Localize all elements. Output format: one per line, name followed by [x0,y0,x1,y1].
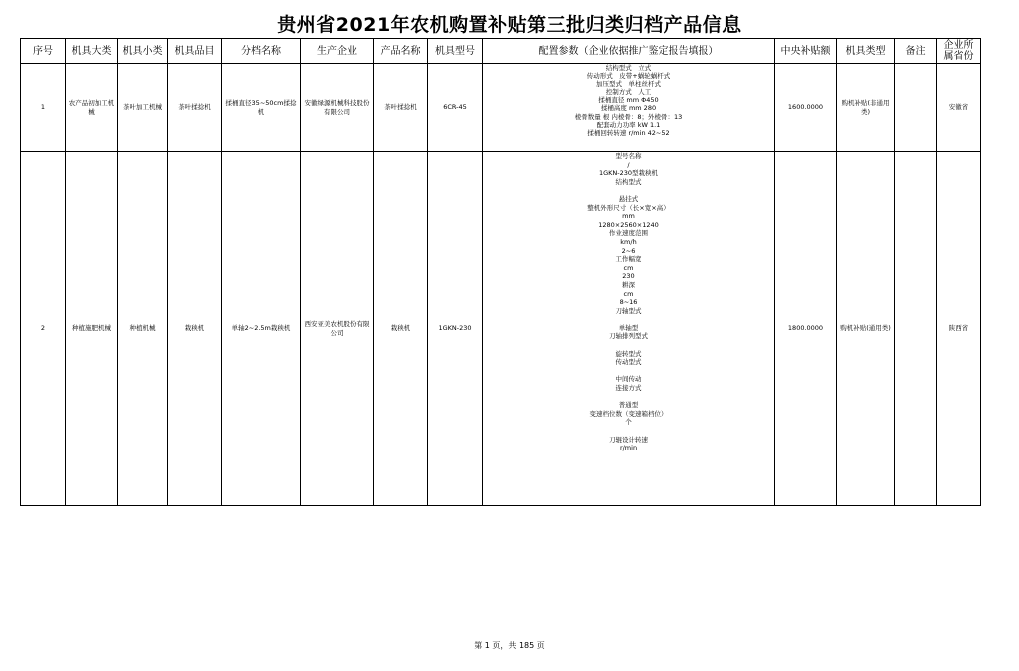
config-line: mm [622,212,635,221]
config-line: 配套动力功率 kW 1.1 [596,120,661,129]
header-subsidy: 中央补贴额 [775,39,837,64]
cell-model: 1GKN-230 [428,152,483,506]
config-line: 揉桶高度 mm 280 [600,104,657,113]
config-line: r/min [619,444,638,453]
cell-type: 购机补贴(通用类) [837,152,895,506]
cell-note [895,64,937,152]
table-header-row [21,39,981,64]
config-line: 个 [625,418,632,427]
config-line: / [627,160,630,169]
config-line: 连接方式 [615,384,642,393]
config-line: 变速档位数（变速箱档位） [589,409,668,418]
page-footer: 第 1 页，共 185 页 [474,641,545,650]
cell-province: 陕西省 [937,152,981,506]
config-line: 工作幅宽 [615,255,642,264]
page-title: 贵州省2021年农机购置补贴第三批归类归档产品信息 [277,14,742,36]
table-row [21,152,981,506]
config-line: 控制方式 人工 [605,88,652,97]
cell-type: 购机补贴(非通用类) [837,64,895,152]
cell-config [483,64,775,152]
config-line: cm [623,289,634,298]
config-line: 刀轴型式 [615,306,642,315]
config-line: 1GKN-230型栽秧机 [598,169,659,178]
cell-subsidy: 1800.0000 [775,152,837,506]
config-line [485,341,772,350]
config-line: 结构型式 [615,177,642,186]
cell-config [483,152,775,506]
cell-tier: 单轴2~2.5m栽秧机 [222,152,301,506]
cell-company: 安徽绿源机械科技股份有限公司 [301,64,374,152]
config-line: 传动形式 皮带+蜗轮蜗杆式 [586,72,671,81]
config-line: 揉桶直径 mm Φ450 [598,96,659,105]
cell-item: 栽秧机 [168,152,222,506]
config-line: 耕深 [622,280,635,289]
config-line: km/h [620,237,637,246]
cell-subsidy: 1600.0000 [775,64,837,152]
config-line: 普通型 [618,401,639,410]
config-line: 旋转型式 [615,349,642,358]
cell-category-major: 农产品初加工机械 [66,64,118,152]
config-line: 作业速度范围 [609,229,648,238]
cell-category-minor: 种植机械 [118,152,168,506]
header-category-major: 机具大类 [66,39,118,64]
cell-tier: 揉桶直径35~50cm揉捻机 [222,64,301,152]
config-line: 单轴型 [618,323,639,332]
config-line: 2~6 [621,246,636,255]
cell-index: 2 [21,152,66,506]
cell-category-minor: 茶叶加工机械 [118,64,168,152]
config-line: 结构型式 立式 [605,64,652,72]
header-index: 序号 [21,39,66,64]
table-row [21,64,981,152]
config-line: 整机外形尺寸（长×宽×高） [587,203,670,212]
config-line: cm [623,263,634,272]
config-line: 棱骨数量 根 内棱骨：8；外棱骨：13 [574,112,683,121]
cell-product: 栽秧机 [374,152,428,506]
config-line: 传动型式 [615,358,642,367]
header-category-minor: 机具小类 [118,39,168,64]
header-type: 机具类型 [837,39,895,64]
header-item: 机具品目 [168,39,222,64]
cell-province: 安徽省 [937,64,981,152]
header-product: 产品名称 [374,39,428,64]
config-lines [485,64,772,137]
cell-item: 茶叶揉捻机 [168,64,222,152]
product-table [20,38,981,506]
config-line: 刀辊设计转速 [609,435,648,444]
config-line: 230 [622,272,635,281]
cell-index: 1 [21,64,66,152]
config-line [485,315,772,324]
config-lines [485,152,772,453]
config-line: 刀轴排列型式 [609,332,648,341]
config-line: 1280×2560×1240 [598,220,659,229]
header-tier: 分档名称 [222,39,301,64]
cell-category-major: 种植施肥机械 [66,152,118,506]
config-line: 型号名称 [615,152,642,160]
config-line: 8~16 [619,298,638,307]
cell-company: 西安亚美农机股份有限公司 [301,152,374,506]
config-line: 加压型式 单柱丝杆式 [596,80,661,89]
config-line: 悬挂式 [618,194,639,203]
config-line [485,186,772,195]
config-line: 揉桶回转转速 r/min 42~52 [587,128,670,137]
config-line [485,393,772,402]
cell-model: 6CR-45 [428,64,483,152]
cell-product: 茶叶揉捻机 [374,64,428,152]
header-model: 机具型号 [428,39,483,64]
header-config: 配置参数（企业依据推广鉴定报告填报） [483,39,775,64]
header-note: 备注 [895,39,937,64]
config-line [485,427,772,436]
config-line: 中间传动 [615,375,642,384]
header-company: 生产企业 [301,39,374,64]
cell-note [895,152,937,506]
header-province: 企业所属省份 [937,39,981,64]
